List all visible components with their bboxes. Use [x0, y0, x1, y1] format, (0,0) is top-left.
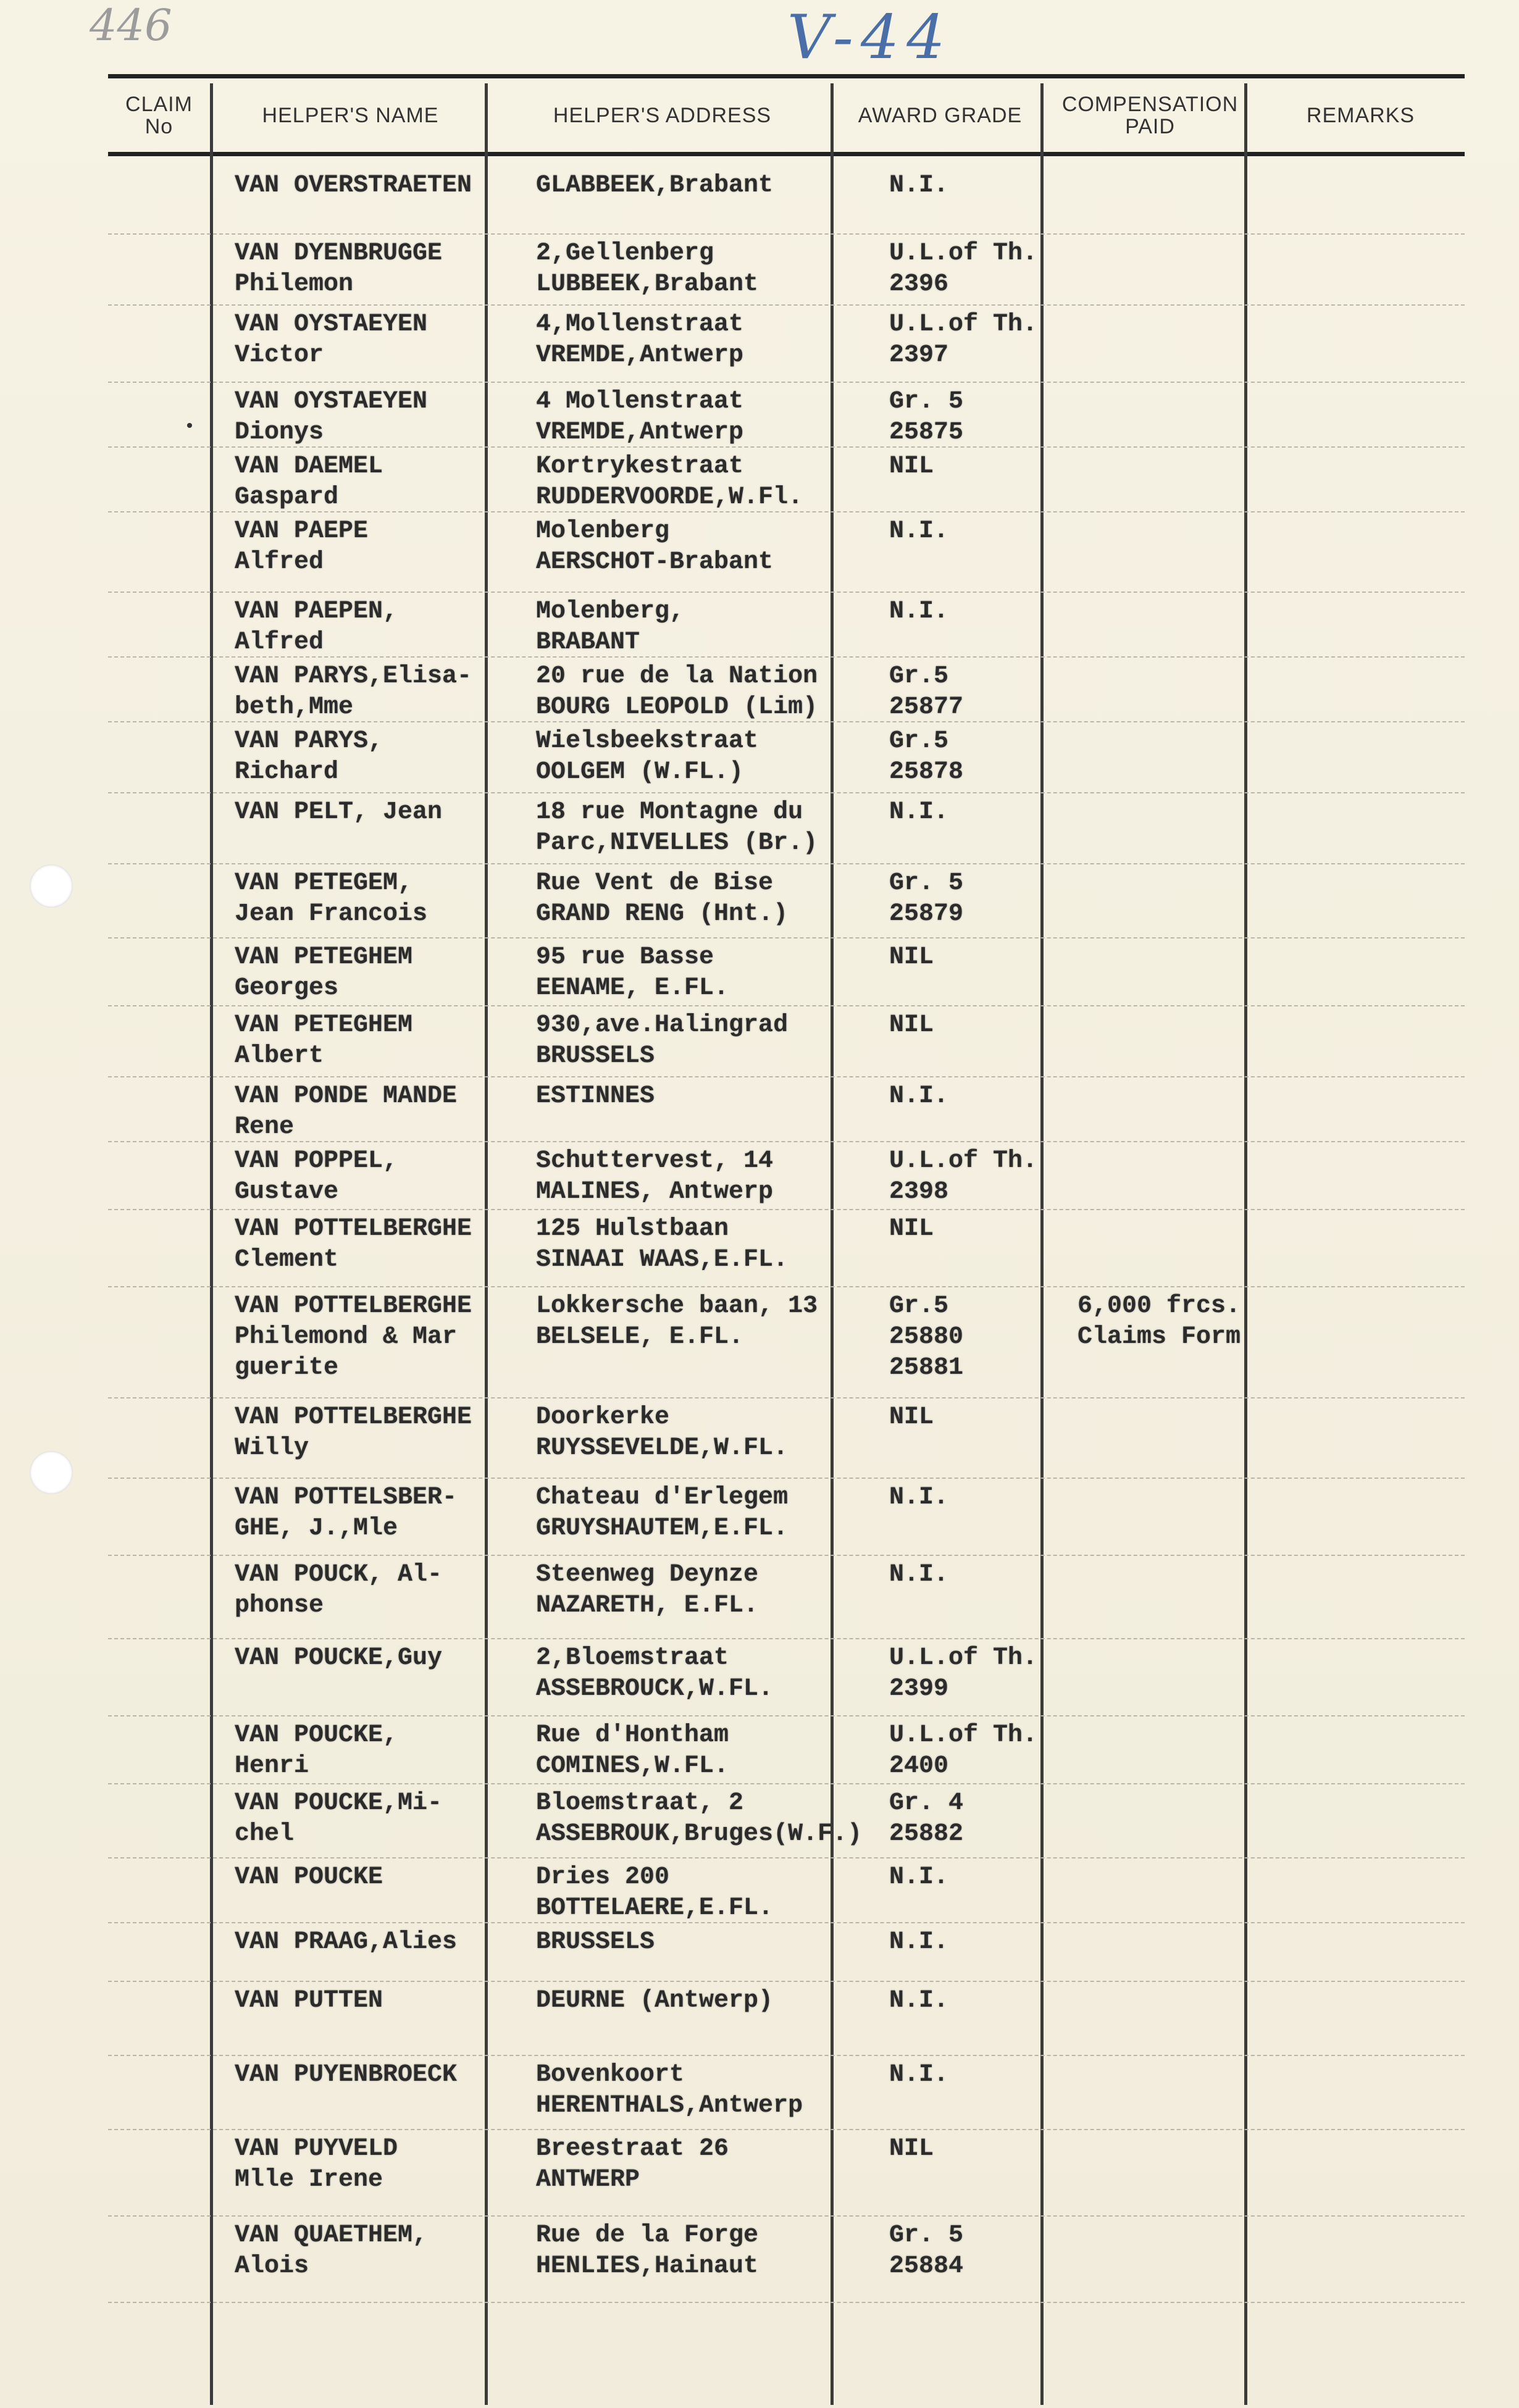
award-grade-cell: N.I. — [889, 798, 949, 826]
table-row — [0, 1398, 1519, 1479]
table-row — [0, 235, 1519, 306]
header-award-grade: AWARD GRADE — [858, 104, 1023, 128]
helper-address-cell: 20 rue de la Nation BOURG LEOPOLD (Lim) — [536, 663, 818, 721]
header-helpers-address: HELPER'S ADDRESS — [553, 104, 772, 128]
table-row — [0, 658, 1519, 722]
helper-name-cell: VAN POTTELBERGHE Philemond & Mar guerite — [235, 1292, 472, 1382]
helper-name-cell: VAN PUYENBROECK — [235, 2061, 458, 2089]
helper-name-cell: VAN POTTELBERGHE Clement — [235, 1215, 472, 1274]
helper-address-cell: BRUSSELS — [536, 1928, 655, 1956]
helper-name-cell: VAN PONDE MANDE Rene — [235, 1082, 458, 1141]
compensation-cell: 6,000 frcs. Claims Form — [1078, 1292, 1241, 1351]
helper-name-cell: VAN POUCK, Al- phonse — [235, 1561, 443, 1620]
award-grade-cell: N.I. — [889, 517, 949, 545]
helper-name-cell: VAN POTTELBERGHE Willy — [235, 1403, 472, 1462]
helper-name-cell: VAN PAEPEN, Alfred — [235, 598, 398, 656]
table-row — [0, 593, 1519, 658]
table-row — [0, 2130, 1519, 2217]
table-row — [0, 1006, 1519, 1077]
table-row — [0, 512, 1519, 593]
award-grade-cell: U.L.of Th. 2400 — [889, 1721, 1038, 1780]
helper-name-cell: VAN POUCKE, Henri — [235, 1721, 398, 1780]
helper-address-cell: Rue Vent de Bise GRAND RENG (Hnt.) — [536, 869, 789, 928]
helper-address-cell: 4,Mollenstraat VREMDE,Antwerp — [536, 311, 744, 369]
corner-handwritten-note: 446 — [90, 0, 172, 51]
award-grade-cell: NIL — [889, 2135, 934, 2163]
table-row — [0, 1479, 1519, 1556]
award-grade-cell: Gr. 5 25884 — [889, 2222, 964, 2280]
award-grade-cell: N.I. — [889, 1082, 949, 1110]
award-grade-cell: NIL — [889, 943, 934, 971]
helper-address-cell: Steenweg Deynze NAZARETH, E.FL. — [536, 1561, 759, 1620]
table-row — [0, 1858, 1519, 1923]
helper-name-cell: VAN POUCKE — [235, 1863, 383, 1891]
award-grade-cell: Gr. 4 25882 — [889, 1789, 964, 1848]
award-grade-cell: Gr. 5 25875 — [889, 388, 964, 446]
award-grade-cell: NIL — [889, 1215, 934, 1243]
helper-address-cell: DEURNE (Antwerp) — [536, 1987, 774, 2015]
helper-name-cell: VAN PARYS,Elisa- beth,Mme — [235, 663, 472, 721]
helper-address-cell: Chateau d'Erlegem GRUYSHAUTEM,E.FL. — [536, 1484, 789, 1542]
award-grade-cell: NIL — [889, 1403, 934, 1431]
award-grade-cell: Gr.5 25877 — [889, 663, 964, 721]
helper-name-cell: VAN PETEGHEM Albert — [235, 1011, 413, 1070]
award-grade-cell: N.I. — [889, 1987, 949, 2015]
helper-name-cell: VAN DAEMEL Gaspard — [235, 453, 383, 511]
table-row — [0, 1556, 1519, 1639]
award-grade-cell: U.L.of Th. 2397 — [889, 311, 1038, 369]
award-grade-cell: N.I. — [889, 172, 949, 199]
helper-address-cell: Schuttervest, 14 MALINES, Antwerp — [536, 1147, 774, 1206]
table-row — [0, 793, 1519, 864]
header-remarks: REMARKS — [1306, 104, 1415, 128]
helper-address-cell: Breestraat 26 ANTWERP — [536, 2135, 729, 2194]
award-grade-cell: U.L.of Th. 2399 — [889, 1644, 1038, 1703]
table-row — [0, 939, 1519, 1006]
row-divider — [108, 2302, 1465, 2303]
helper-address-cell: 2,Gellenberg LUBBEEK,Brabant — [536, 240, 759, 298]
table-row — [0, 1639, 1519, 1716]
helper-address-cell: Rue de la Forge HENLIES,Hainaut — [536, 2222, 759, 2280]
helper-name-cell: VAN PETEGEM, Jean Francois — [235, 869, 428, 928]
helper-name-cell: VAN PARYS, Richard — [235, 727, 383, 786]
award-grade-cell: Gr.5 25880 25881 — [889, 1292, 964, 1382]
table-row — [0, 1287, 1519, 1398]
award-grade-cell: N.I. — [889, 1484, 949, 1511]
header-claim-label: CLAIM — [125, 93, 193, 117]
award-grade-cell: Gr. 5 25879 — [889, 869, 964, 928]
table-row — [0, 2056, 1519, 2130]
header-no-label: No — [144, 115, 174, 138]
header-compensation-label: COMPENSATION — [1061, 93, 1239, 117]
helper-name-cell: VAN PUYVELD Mlle Irene — [235, 2135, 398, 2194]
table-row — [0, 448, 1519, 512]
table-row — [0, 722, 1519, 793]
award-grade-cell: U.L.of Th. 2396 — [889, 240, 1038, 298]
table-row — [0, 864, 1519, 939]
award-grade-cell: N.I. — [889, 598, 949, 625]
helper-address-cell: Molenberg AERSCHOT-Brabant — [536, 517, 774, 576]
helper-address-cell: Dries 200 BOTTELAERE,E.FL. — [536, 1863, 774, 1922]
table-row — [0, 1142, 1519, 1210]
award-grade-cell: Gr.5 25878 — [889, 727, 964, 786]
header-paid-label: PAID — [1125, 115, 1175, 138]
helper-name-cell: VAN POUCKE,Guy — [235, 1644, 443, 1672]
table-row — [0, 1210, 1519, 1287]
award-grade-cell: U.L.of Th. 2398 — [889, 1147, 1038, 1206]
helper-address-cell: Rue d'Hontham COMINES,W.FL. — [536, 1721, 729, 1780]
helper-name-cell: VAN OYSTAEYEN Victor — [235, 311, 428, 369]
table-row — [0, 2217, 1519, 2303]
helper-name-cell: VAN POUCKE,Mi- chel — [235, 1789, 443, 1848]
helper-address-cell: Bloemstraat, 2 ASSEBROUK,Bruges(W.F.) — [536, 1789, 863, 1848]
helper-name-cell: VAN OYSTAEYEN Dionys — [235, 388, 428, 446]
helper-address-cell: Lokkersche baan, 13 BELSELE, E.FL. — [536, 1292, 818, 1351]
helper-address-cell: Molenberg, BRABANT — [536, 598, 685, 656]
helper-address-cell: 2,Bloemstraat ASSEBROUCK,W.FL. — [536, 1644, 774, 1703]
award-grade-cell: N.I. — [889, 1561, 949, 1589]
table-row — [0, 306, 1519, 383]
helper-address-cell: 18 rue Montagne du Parc,NIVELLES (Br.) — [536, 798, 818, 857]
helper-address-cell: 95 rue Basse EENAME, E.FL. — [536, 943, 729, 1002]
helper-address-cell: Kortrykestraat RUDDERVOORDE,W.Fl. — [536, 453, 803, 511]
table-row — [0, 1982, 1519, 2056]
helper-name-cell: VAN QUAETHEM, Alois — [235, 2222, 428, 2280]
award-grade-cell: N.I. — [889, 1928, 949, 1956]
award-grade-cell: NIL — [889, 1011, 934, 1039]
helper-name-cell: VAN PAEPE Alfred — [235, 517, 369, 576]
award-grade-cell: N.I. — [889, 2061, 949, 2089]
helper-address-cell: ESTINNES — [536, 1082, 655, 1110]
helper-address-cell: Doorkerke RUYSSEVELDE,W.FL. — [536, 1403, 789, 1462]
helper-name-cell: VAN POTTELSBER- GHE, J.,Mle — [235, 1484, 458, 1542]
helper-address-cell: 125 Hulstbaan SINAAI WAAS,E.FL. — [536, 1215, 789, 1274]
helper-name-cell: VAN PUTTEN — [235, 1987, 383, 2015]
award-grade-cell: NIL — [889, 453, 934, 480]
header-helpers-name: HELPER'S NAME — [262, 104, 439, 128]
award-grade-cell: N.I. — [889, 1863, 949, 1891]
margin-dot: • — [184, 417, 196, 438]
helper-name-cell: VAN DYENBRUGGE Philemon — [235, 240, 443, 298]
helper-address-cell: 930,ave.Halingrad BRUSSELS — [536, 1011, 789, 1070]
helper-name-cell: VAN POPPEL, Gustave — [235, 1147, 398, 1206]
helper-address-cell: Wielsbeekstraat OOLGEM (W.FL.) — [536, 727, 759, 786]
helper-name-cell: VAN OVERSTRAETEN — [235, 172, 472, 199]
helper-name-cell: VAN PRAAG,Alies — [235, 1928, 458, 1956]
file-code-handwritten: V-44 — [787, 2, 953, 73]
helper-name-cell: VAN PETEGHEM Georges — [235, 943, 413, 1002]
table-row — [0, 1077, 1519, 1142]
helper-address-cell: Bovenkoort HERENTHALS,Antwerp — [536, 2061, 803, 2120]
table-row — [0, 1923, 1519, 1982]
helper-address-cell: GLABBEEK,Brabant — [536, 172, 774, 199]
table-row — [0, 167, 1519, 235]
table-row — [0, 383, 1519, 448]
table-row — [0, 1716, 1519, 1784]
helper-address-cell: 4 Mollenstraat VREMDE,Antwerp — [536, 388, 744, 446]
table-row — [0, 1784, 1519, 1858]
helper-name-cell: VAN PELT, Jean — [235, 798, 443, 826]
